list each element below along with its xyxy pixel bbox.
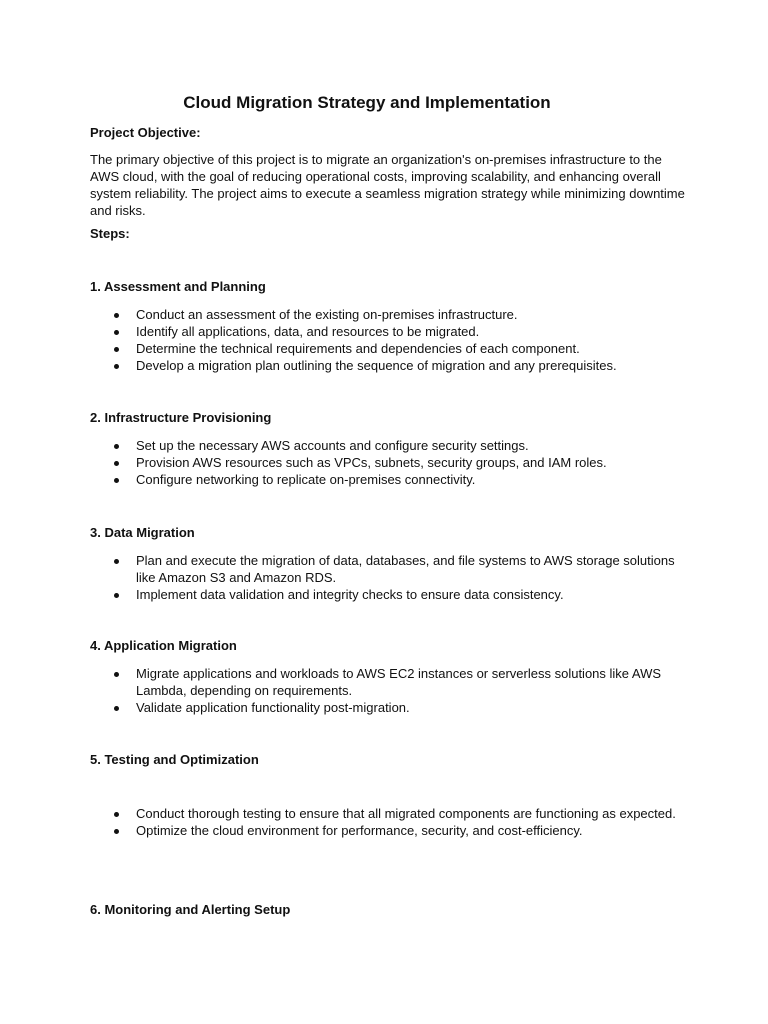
section-heading-assessment: 1. Assessment and Planning: [90, 279, 266, 294]
list-item-text: Determine the technical requirements and dependencies of each component.: [136, 341, 580, 356]
bullet-list-data-migration: [0, 552, 768, 603]
page-title: Cloud Migration Strategy and Implementation: [183, 93, 551, 112]
section-heading-provisioning: 2. Infrastructure Provisioning: [90, 410, 272, 425]
bullet-icon: [114, 444, 119, 449]
bullet-list-provisioning: [0, 437, 768, 488]
bullet-icon: [114, 313, 119, 318]
bullet-list-assessment: [0, 306, 768, 374]
list-item: [0, 323, 676, 340]
list-item: [0, 471, 676, 488]
list-item-text: Provision AWS resources such as VPCs, subnets, security groups, and IAM roles.: [136, 455, 607, 470]
objective-label: Project Objective:: [90, 125, 201, 140]
bullet-icon: [114, 478, 119, 483]
bullet-icon: [114, 364, 119, 369]
section-heading-application-migration: 4. Application Migration: [90, 638, 237, 653]
list-item: [0, 805, 676, 822]
bullet-icon: [114, 559, 119, 564]
bullet-icon: [114, 706, 119, 711]
list-item: [0, 586, 676, 603]
list-item-text: Set up the necessary AWS accounts and configure security settings.: [136, 438, 529, 453]
list-item-text: Conduct an assessment of the existing on-premises infrastructure.: [136, 307, 518, 322]
section-heading-data-migration: 3. Data Migration: [90, 525, 195, 540]
bullet-icon: [114, 330, 119, 335]
section-heading-monitoring: 6. Monitoring and Alerting Setup: [90, 902, 291, 917]
list-item: [0, 340, 676, 357]
list-item: [0, 822, 676, 839]
list-item: [0, 306, 676, 323]
list-item-text: Optimize the cloud environment for performance, security, and cost-efficiency.: [136, 823, 583, 838]
list-item: [0, 552, 676, 586]
list-item-text: Validate application functionality post-migration.: [136, 700, 410, 715]
list-item-text: Develop a migration plan outlining the sequence of migration and any prerequisites.: [136, 358, 617, 373]
list-item: [0, 357, 676, 374]
list-item-text: Conduct thorough testing to ensure that all migrated components are functioning as expected.: [136, 806, 676, 821]
bullet-icon: [114, 812, 119, 817]
section-heading-testing: 5. Testing and Optimization: [90, 752, 259, 767]
list-item-text: Plan and execute the migration of data, databases, and file systems to AWS storage solutions like Amazon S3 and Amazon RDS.: [136, 553, 675, 585]
bullet-icon: [114, 347, 119, 352]
list-item: [0, 437, 676, 454]
bullet-list-testing: [0, 805, 768, 839]
bullet-icon: [114, 461, 119, 466]
bullet-icon: [114, 593, 119, 598]
list-item: [0, 454, 676, 471]
bullet-icon: [114, 672, 119, 677]
list-item: [0, 665, 676, 699]
bullet-icon: [114, 829, 119, 834]
list-item-text: Migrate applications and workloads to AWS EC2 instances or serverless solutions like AWS Lambda, depending on requirements.: [136, 666, 662, 698]
list-item: [0, 699, 676, 716]
objective-paragraph: The primary objective of this project is to migrate an organization's on-premises infrastructure to the AWS cloud, with the goal of reducing operational costs, improving scalability, and enhancing overall system reliability. The project aims to execute a seamless migration strategy while minimizing downtime and risks.: [90, 152, 685, 218]
bullet-list-application-migration: [0, 665, 768, 716]
steps-label: Steps:: [90, 226, 130, 241]
list-item-text: Identify all applications, data, and resources to be migrated.: [136, 324, 480, 339]
list-item-text: Configure networking to replicate on-premises connectivity.: [136, 472, 476, 487]
list-item-text: Implement data validation and integrity checks to ensure data consistency.: [136, 587, 564, 602]
